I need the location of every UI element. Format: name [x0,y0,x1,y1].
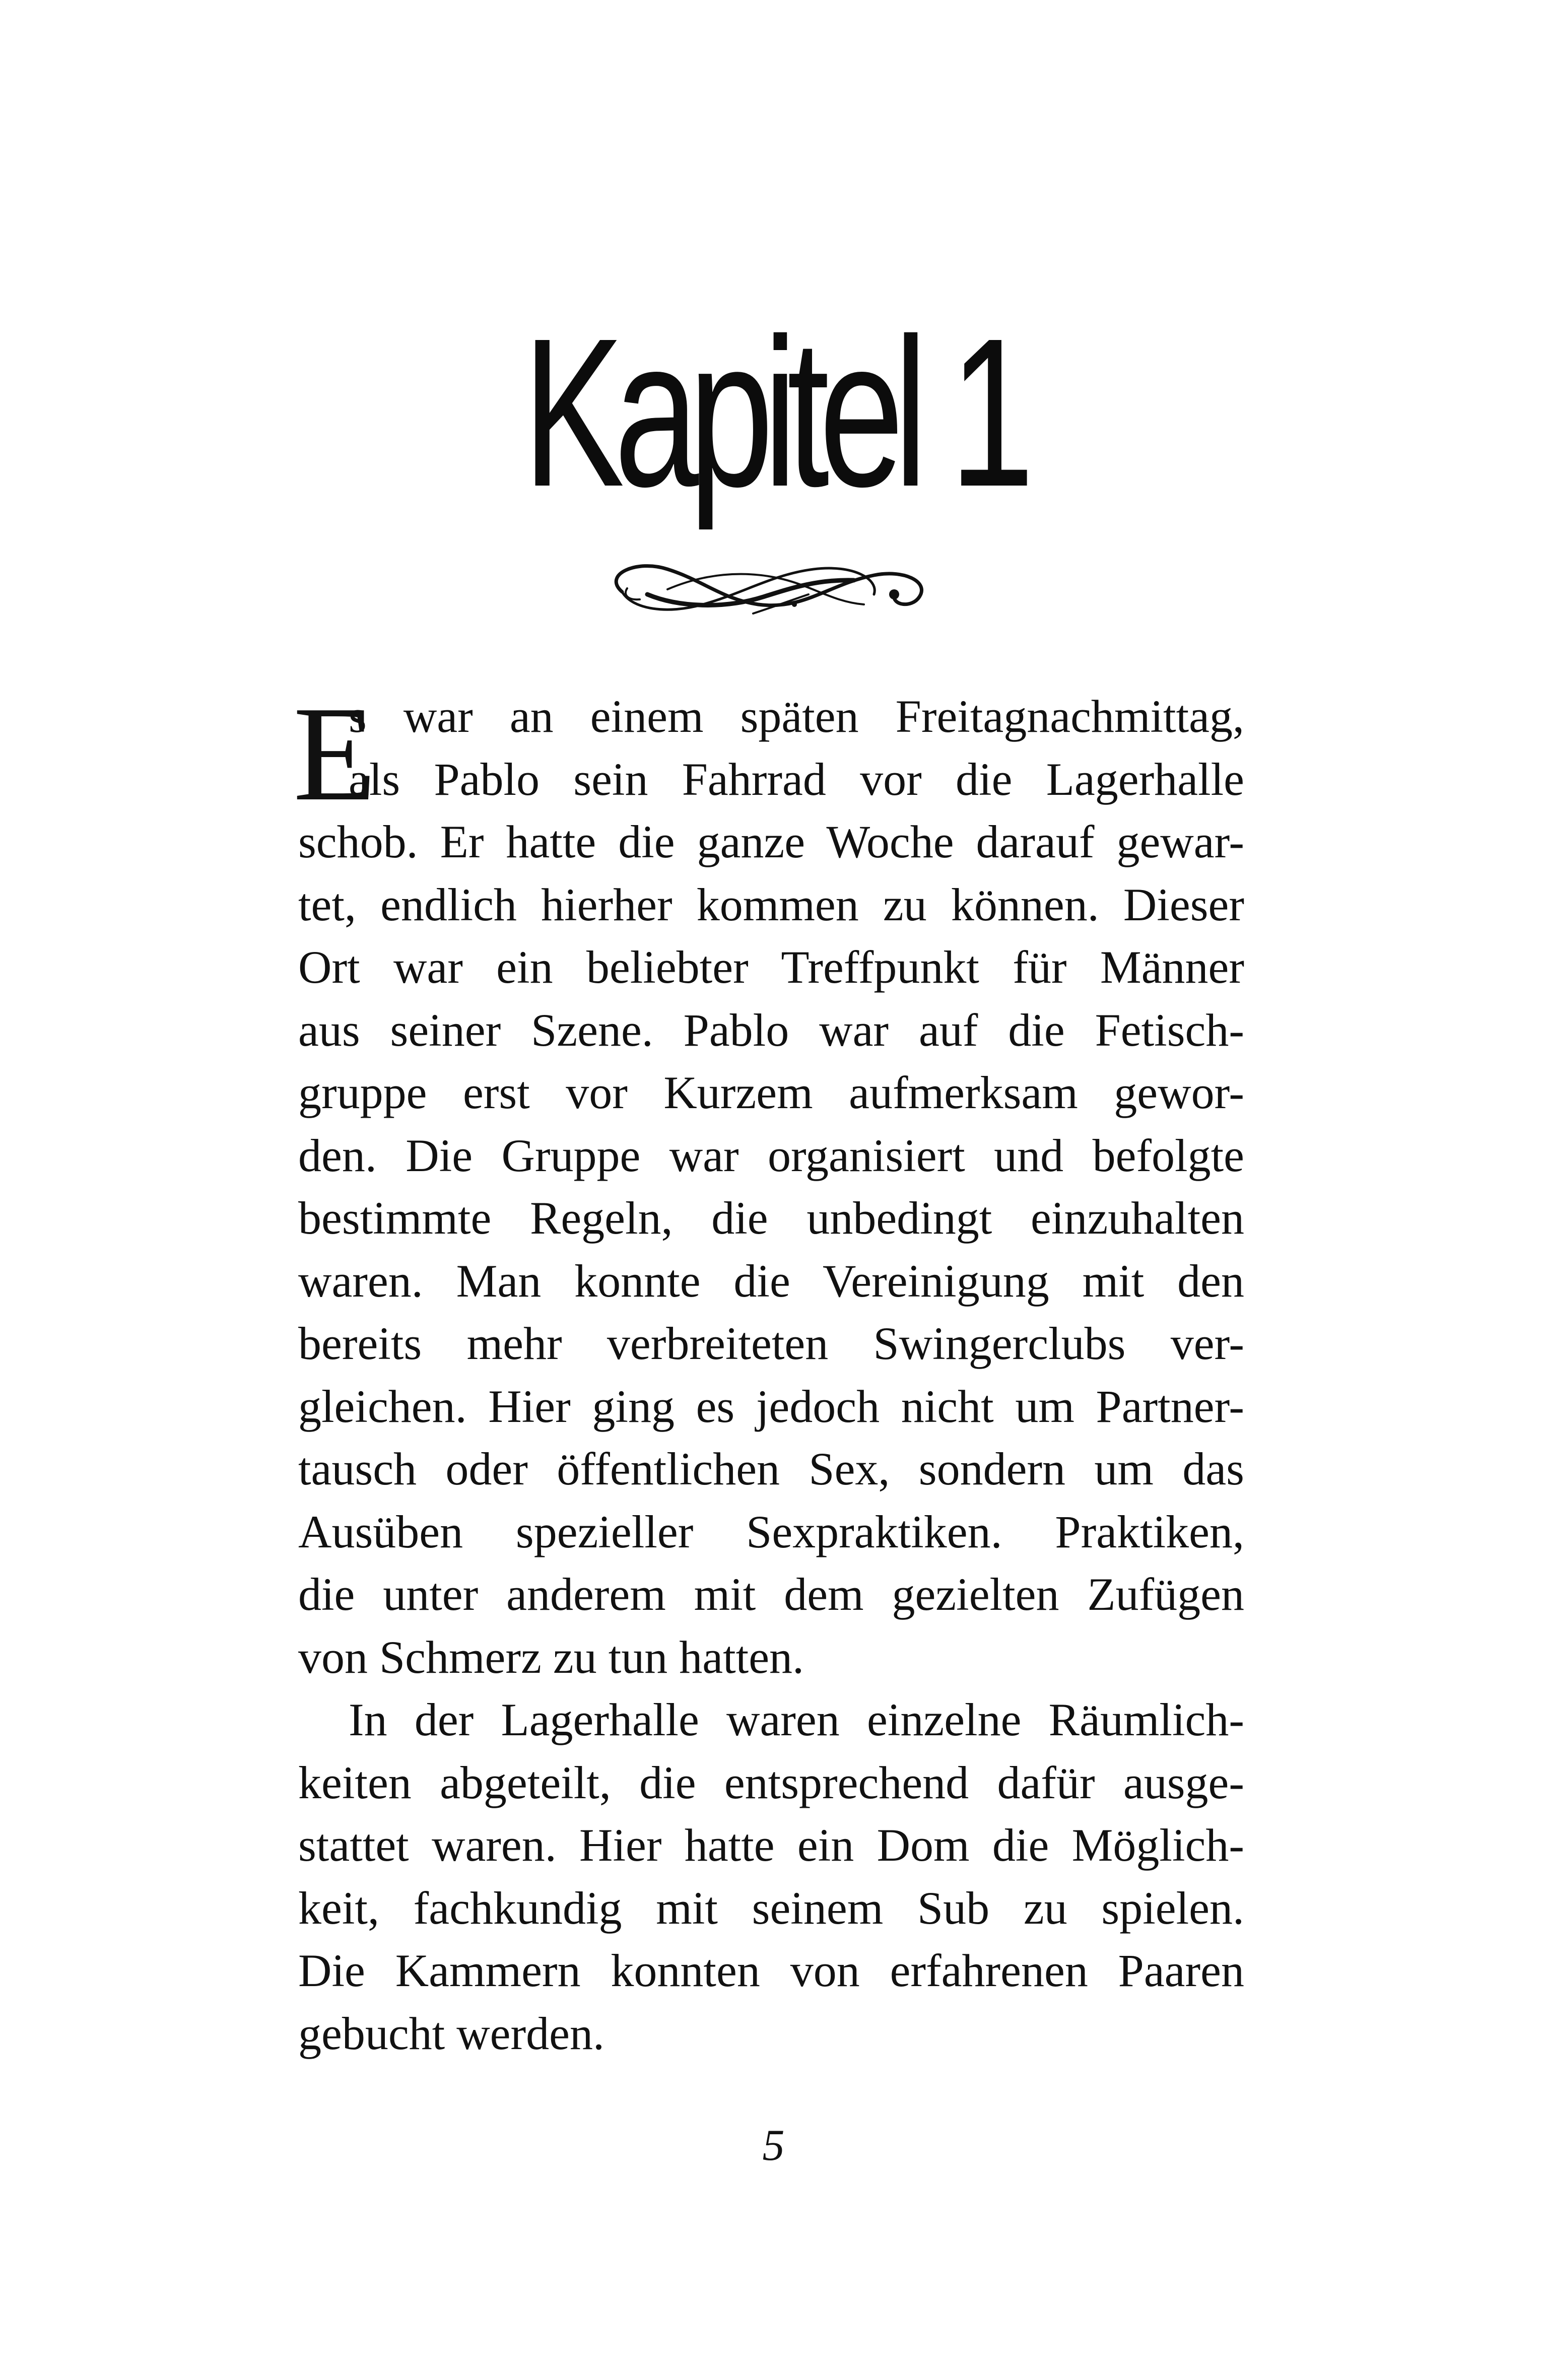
text-line: stattet waren. Hier hatte ein Dom die Möglich- [298,1819,1244,1871]
page-number: 5 [762,2121,785,2170]
flourish-ornament-icon [592,544,945,635]
text-line: von Schmerz zu tun hatten. [298,1631,804,1683]
paragraph-1 [298,685,1244,1688]
text-line: als Pablo sein Fahrrad vor die Lagerhalle [349,753,1244,805]
text-line: Ort war ein beliebter Treffpunkt für Männer [298,941,1244,993]
text-line: den. Die Gruppe war organisiert und befolgte [298,1129,1244,1181]
paragraph-2 [298,1688,1244,2065]
text-line: Ausüben spezieller Sexpraktiken. Praktiken, [298,1506,1244,1557]
text-line: die unter anderem mit dem gezielten Zufügen [298,1569,1244,1620]
text-line: keit, fachkundig mit seinem Sub zu spielen. [298,1882,1244,1934]
text-line: waren. Man konnte die Vereinigung mit den [298,1255,1244,1307]
text-line: tausch oder öffentlichen Sex, sondern um das [298,1443,1244,1494]
text-line: In der Lagerhalle waren einzelne Räumlich- [349,1694,1244,1745]
body-text [293,678,1244,2065]
chapter-title: Kapitel 1 [522,295,1025,531]
text-line: gleichen. Hier ging es jedoch nicht um Partner- [298,1380,1244,1432]
text-line: s war an einem späten Freitagnachmittag, [349,691,1244,742]
text-line: gebucht werden. [298,2007,604,2059]
text-line: bereits mehr verbreiteten Swingerclubs ver- [298,1318,1244,1369]
text-line: aus seiner Szene. Pablo war auf die Fetisch- [298,1004,1244,1056]
text-line: gruppe erst vor Kurzem aufmerksam gewor- [298,1067,1244,1118]
drop-cap: E [293,678,376,829]
text-line: bestimmte Regeln, die unbedingt einzuhalten [298,1192,1244,1244]
text-line: tet, endlich hierher kommen zu können. Dieser [298,878,1244,930]
text-line: Die Kammern konnten von erfahrenen Paaren [298,1945,1244,1996]
text-line: schob. Er hatte die ganze Woche darauf gewar- [298,816,1244,867]
text-line: keiten abgeteilt, die entsprechend dafür ausge- [298,1756,1244,1808]
